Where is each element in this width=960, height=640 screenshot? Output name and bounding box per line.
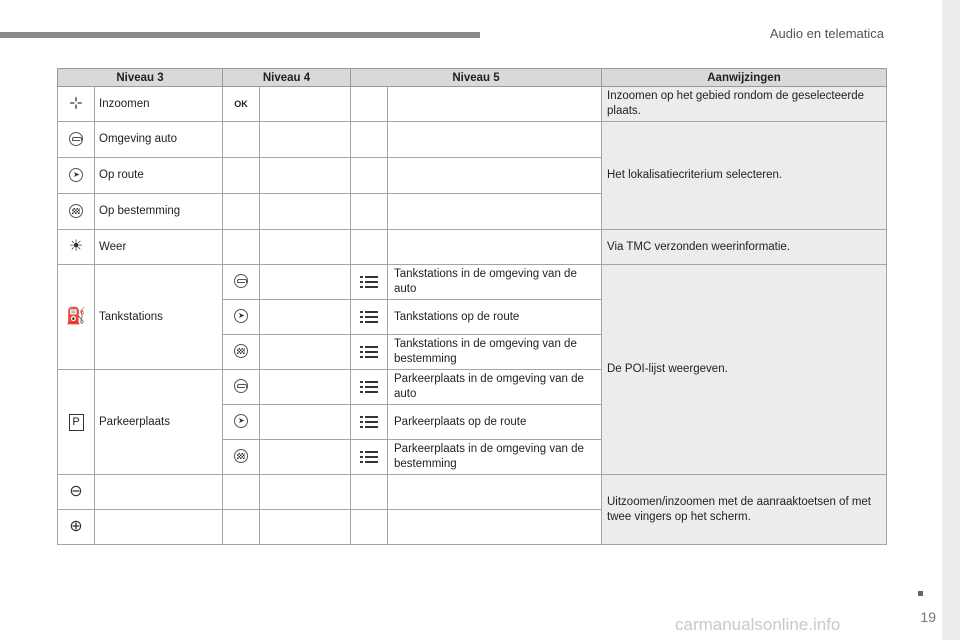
sub-label: Tankstations in de omgeving van de auto <box>388 265 602 300</box>
header-niveau-4: Niveau 4 <box>223 69 351 87</box>
zoom-in-icon: ⊕ <box>58 510 95 545</box>
ok-icon <box>223 87 260 122</box>
row-label: Tankstations <box>95 265 223 370</box>
row-label: Omgeving auto <box>95 122 223 158</box>
page-edge <box>942 0 960 640</box>
car-circle-icon <box>223 265 260 300</box>
header-niveau-3: Niveau 3 <box>58 69 223 87</box>
row-label: Weer <box>95 230 223 265</box>
header-aanwijzingen: Aanwijzingen <box>602 69 887 87</box>
destination-flag-icon <box>223 440 260 475</box>
destination-flag-icon <box>58 194 95 230</box>
sub-label: Parkeerplaats op de route <box>388 405 602 440</box>
list-icon <box>351 370 388 405</box>
route-arrow-icon: ➤ <box>58 158 95 194</box>
header-bar <box>0 32 480 38</box>
sub-label: Tankstations in de omgeving van de bestemming <box>388 335 602 370</box>
weather-icon: ☀ <box>58 230 95 265</box>
route-arrow-icon: ➤ <box>223 405 260 440</box>
car-circle-icon <box>223 370 260 405</box>
row-label: Op route <box>95 158 223 194</box>
zoom-out-icon: ⊖ <box>58 475 95 510</box>
parking-icon: P <box>58 370 95 475</box>
car-circle-icon <box>58 122 95 158</box>
list-icon <box>351 405 388 440</box>
note: Via TMC verzonden weerinformatie. <box>602 230 887 265</box>
note: Uitzoomen/inzoomen met de aanraaktoetsen of met twee vingers op het scherm. <box>602 475 887 545</box>
fuel-pump-icon: ⛽ <box>58 265 95 370</box>
header-niveau-5: Niveau 5 <box>351 69 602 87</box>
list-icon <box>351 335 388 370</box>
sub-label: Parkeerplaats in de omgeving van de bestemming <box>388 440 602 475</box>
watermark: carmanualsonline.info <box>675 615 841 634</box>
row-label: Op bestemming <box>95 194 223 230</box>
sub-label: Tankstations op de route <box>388 300 602 335</box>
list-icon <box>351 300 388 335</box>
note: De POI-lijst weergeven. <box>602 265 887 475</box>
page-number: 19 <box>920 609 936 625</box>
note: Het lokalisatiecriterium selecteren. <box>602 122 887 230</box>
list-icon <box>351 265 388 300</box>
row-label: Inzoomen <box>95 87 223 122</box>
menu-table <box>57 68 887 545</box>
destination-flag-icon <box>223 335 260 370</box>
sub-label: Parkeerplaats in de omgeving van de auto <box>388 370 602 405</box>
page-marker <box>918 591 923 596</box>
list-icon <box>351 440 388 475</box>
note: Inzoomen op het gebied rondom de geselecteerde plaats. <box>602 87 887 122</box>
zoom-in-crosshair-icon: ⊹ <box>58 87 95 122</box>
ok-label: OK <box>234 98 248 109</box>
row-label: Parkeerplaats <box>95 370 223 475</box>
route-arrow-icon: ➤ <box>223 300 260 335</box>
section-title: Audio en telematica <box>769 26 884 41</box>
